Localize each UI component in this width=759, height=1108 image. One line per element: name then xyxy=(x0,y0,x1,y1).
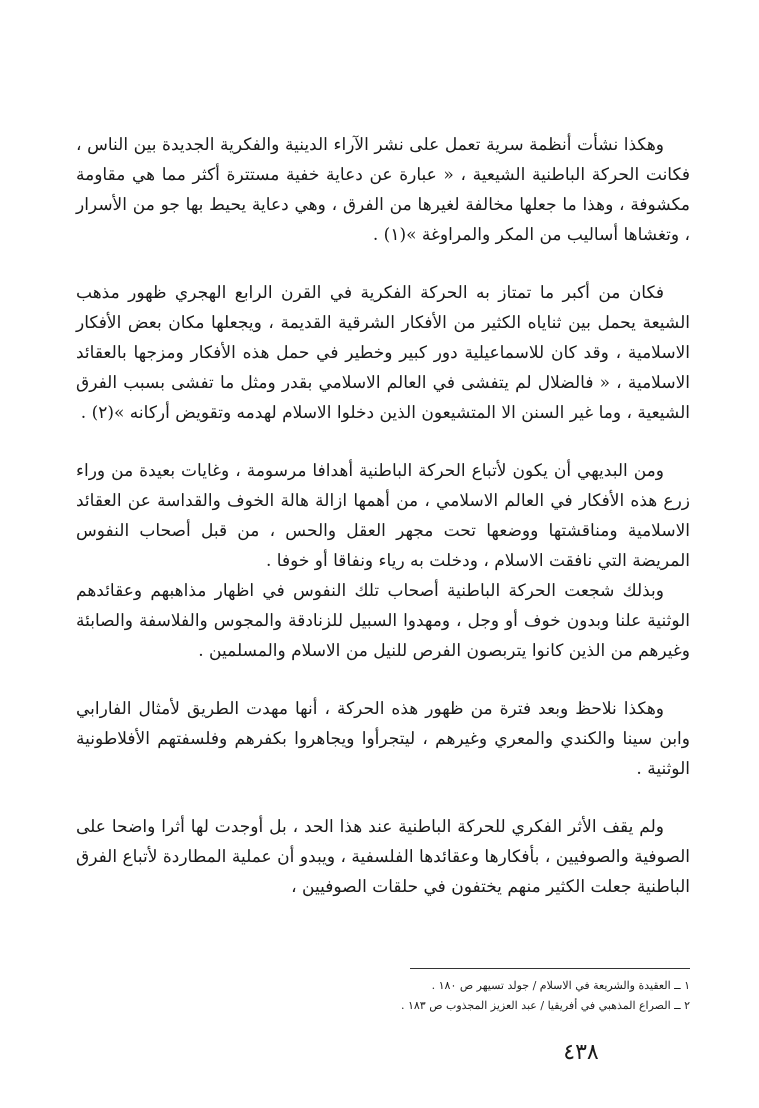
footnote-divider xyxy=(410,968,690,969)
body-text xyxy=(76,130,690,930)
footnote-2: ٢ ــ الصراع المذهبي في أفريقيا / عبد العزيز المجذوب ص ١٨٣ . xyxy=(400,999,690,1012)
paragraph-5: وهكذا نلاحظ وبعد فترة من ظهور هذه الحركة ، أنها مهدت الطريق لأمثال الفارابي وابن سينا والكندي والمعري وغيرهم ، ليتجرأوا ويجاهروا بكفرهم وفلسفتهم الأفلاطونية الوثنية . xyxy=(76,699,690,779)
paragraph-4: وبذلك شجعت الحركة الباطنية أصحاب تلك النفوس في اظهار مذاهبهم وعقائدهم الوثنية علنا وبدون خوف أو وجل ، ومهدوا السبيل للزنادقة والمجوس والفلاسفة والصابئة وغيرهم من الذين كانوا يتربصون الفرص للنيل من الاسلام والمسلمين . xyxy=(76,581,690,661)
footnote-1: ١ ــ العقيدة والشريعة في الاسلام / جولد تسيهر ص ١٨٠ . xyxy=(431,979,690,992)
paragraph-2: فكان من أكبر ما تمتاز به الحركة الفكرية في القرن الرابع الهجري ظهور مذهب الشيعة يحمل بين ثناياه الكثير من الأفكار الشرقية القديمة ، ويجعلها مكان بعض الأفكار الاسلامية ، وقد كان للاسماعيلية دور كبير وخطير في حمل هذه الأفكار ومزجها بالعقائد الاسلامية ، « فالضلال لم يتفشى في العالم الاسلامي بقدر ومثل ما تفشى بسبب الفرق الشيعية ، وما غير السنن الا المتشيعون الذين دخلوا الاسلام لهدمه وتقويض أركانه »(٢) . xyxy=(76,283,690,423)
paragraph-1: وهكذا نشأت أنظمة سرية تعمل على نشر الآراء الدينية والفكرية الجديدة بين الناس ، فكانت الحركة الباطنية الشيعية ، « عبارة عن دعاية خفية مستترة أكثر مما هي مقاومة مكشوفة ، وهذا ما جعلها مخالفة لغيرها من الفرق ، وهي دعاية يحيط بها جو من الأسرار ، وتغشاها أساليب من المكر والمراوغة »(١) . xyxy=(76,135,690,245)
paragraph-6: ولم يقف الأثر الفكري للحركة الباطنية عند هذا الحد ، بل أوجدت لها أثرا واضحا على الصوفية والصوفيين ، بأفكارها وعقائدها الفلسفية ، ويبدو أن عملية المطاردة لأتباع الفرق الباطنية جعلت الكثير منهم يختفون في حلقات الصوفيين ، xyxy=(76,817,690,897)
footnotes xyxy=(330,976,690,1016)
page-number: ٤٣٨ xyxy=(563,1040,599,1065)
paragraph-3: ومن البديهي أن يكون لأتباع الحركة الباطنية أهدافا مرسومة ، وغايات بعيدة من وراء زرع هذه الأفكار في العالم الاسلامي ، من أهمها ازالة هالة الخوف والقداسة عن العقائد الاسلامية ومناقشتها ووضعها تحت مجهر العقل والحس ، من قبل أصحاب النفوس المريضة التي نافقت الاسلام ، ودخلت به رياء ونفاقا أو خوفا . xyxy=(76,461,690,571)
